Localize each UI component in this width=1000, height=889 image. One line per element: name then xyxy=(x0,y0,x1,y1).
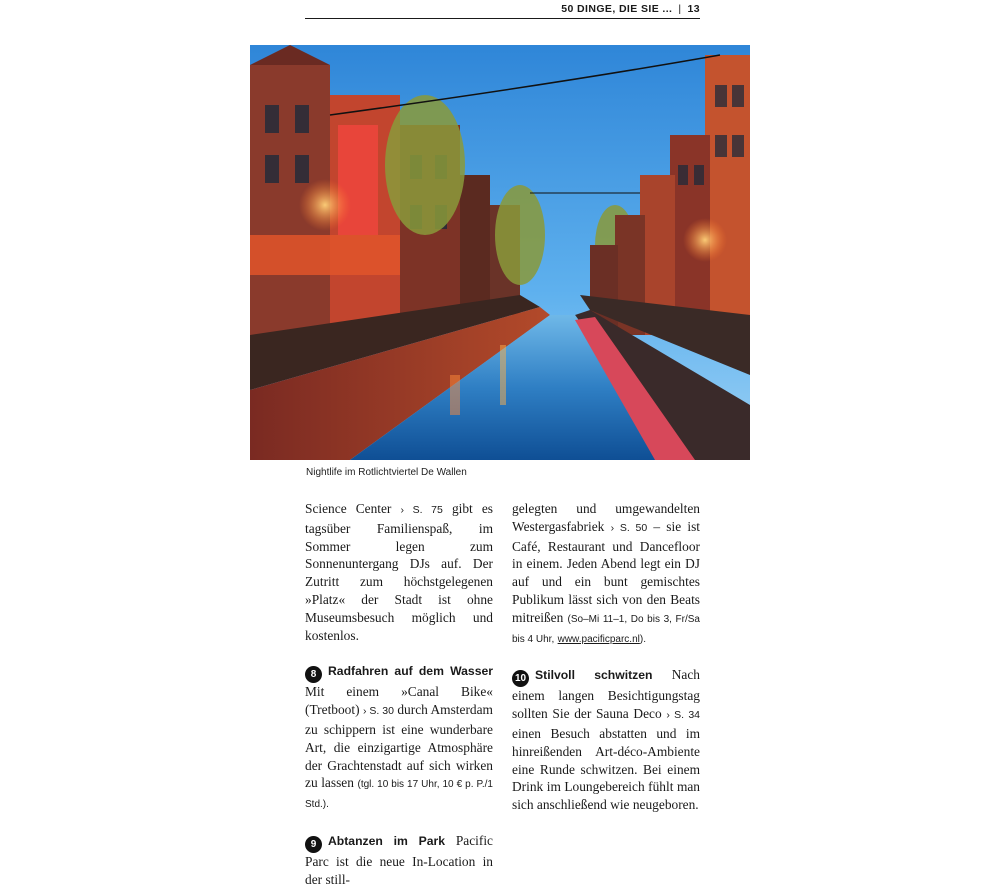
page-reference: › S. 34 xyxy=(666,709,700,722)
punctuation: ). xyxy=(639,633,646,645)
item-text-cont: durch Amsterdam zu schippern ist eine wunderbare Art, die einzigartige Atmosphäre der Grachtenstadt auf sich wirken zu lassen xyxy=(305,702,493,791)
item-text: Nach einem langen Besichtigungstag sollten Sie der Sauna Deco xyxy=(512,667,700,722)
page-number: 13 xyxy=(687,3,700,15)
running-header xyxy=(305,0,700,19)
street-light-glow xyxy=(299,179,351,231)
intro-paragraph xyxy=(305,500,493,644)
opening-hours: (tgl. 10 bis 17 Uhr, 10 € p. P./1 Std.). xyxy=(305,779,493,811)
item-number-badge: 10 xyxy=(512,670,529,687)
item-heading: Stilvoll schwitzen xyxy=(535,668,653,683)
item-number-badge: 8 xyxy=(305,666,322,683)
item-text: Pacific Parc ist die neue In-Location in der still- xyxy=(305,832,493,887)
item-text: gelegten und umgewandelten Westergasfabriek xyxy=(512,501,700,534)
right-column xyxy=(512,500,700,814)
intro-text-cont: gibt es tagsüber Familienspaß, im Sommer legen zum Sonnenuntergang DJs auf. Der Zutritt zum höchstgelegenen »Platz« der Stadt ist ohne Museumsbesuch möglich und kostenlos. xyxy=(305,501,493,643)
item-8-paragraph xyxy=(305,662,493,814)
item-text: Mit einem »Canal Bike« (Tretboot) xyxy=(305,684,493,718)
opening-hours: (So–Mi 11–1, Do bis 3, Fr/Sa bis 4 Uhr, xyxy=(512,613,700,645)
item-text-cont: einen Besuch abstatten und im hinreißenden Art-déco-Ambiente eine Runde schwitzen. Bei einem Drink im Loungebereich fühlt man sich anschließend wie neugeboren. xyxy=(512,725,700,813)
street-light-glow xyxy=(683,218,727,262)
item-heading: Radfahren auf dem Wasser xyxy=(328,664,493,679)
item-number-badge: 9 xyxy=(305,836,322,853)
item-heading: Abtanzen im Park xyxy=(328,833,446,848)
page-reference: › S. 50 xyxy=(610,521,648,534)
page-reference: › S. 75 xyxy=(400,504,443,516)
item-9-continuation xyxy=(512,500,700,648)
section-title: 50 DINGE, DIE SIE ... xyxy=(561,3,673,15)
canal-night-photo xyxy=(250,45,750,460)
item-10-paragraph xyxy=(512,666,700,814)
item-9-paragraph xyxy=(305,832,493,889)
item-text-cont: – sie ist Café, Restaurant und Dancefloor in einem. Jeden Abend legt ein DJ auf und ein bunt gemischtes Publikum lässt sich von den Beats mitreißen xyxy=(512,518,701,625)
left-column xyxy=(305,500,493,889)
intro-text: Science Center xyxy=(305,501,392,516)
photo-caption: Nightlife im Rotlichtviertel De Wallen xyxy=(306,467,467,478)
page-reference: › S. 30 xyxy=(362,705,394,718)
website-link[interactable]: www.pacificparc.nl xyxy=(557,633,640,645)
header-separator: | xyxy=(678,3,682,15)
